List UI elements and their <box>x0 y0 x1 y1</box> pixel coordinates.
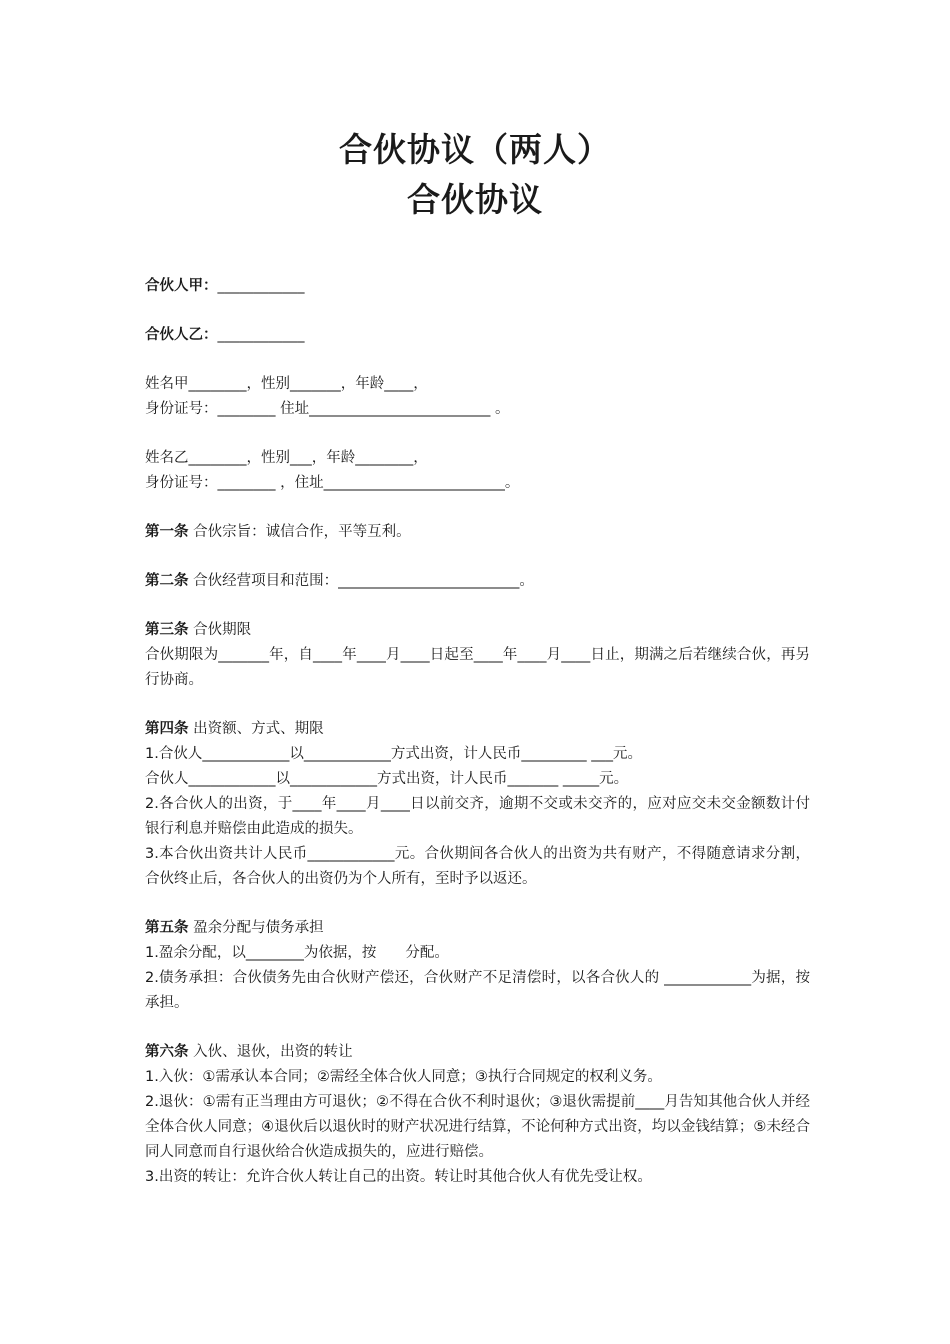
document-body <box>145 274 839 1190</box>
person-a-info-line1: 姓名甲________，性别_______，年龄____， <box>145 376 428 392</box>
article-1 <box>145 520 810 545</box>
article-4-clause-3: 3.本合伙出资共计人民币____________元。合伙期间各合伙人的出资为共有财产，不得随意请求分割，合伙终止后，各合伙人的出资仍为个人所有，至时予以返还。 <box>145 846 810 887</box>
party-b-blank: ____________ <box>217 327 305 343</box>
article-2-text: 合伙经营项目和范围：_________________________。 <box>188 573 534 589</box>
party-b-line <box>145 323 810 348</box>
article-5-title: 盈余分配与债务承担 <box>188 920 324 936</box>
article-3-heading: 第三条 <box>145 622 189 638</box>
article-5-clause-2: 2.债务承担：合伙债务先由合伙财产偿还，合伙财产不足清偿时，以各合伙人的 ____________为据，按 承担。 <box>145 970 839 1011</box>
article-6-clause-1: 1.入伙：①需承认本合同；②需经全体合伙人同意；③执行合同规定的权利义务。 <box>145 1069 662 1085</box>
article-3-title: 合伙期限 <box>188 622 252 638</box>
person-b-info-line1: 姓名乙________，性别___，年龄________， <box>145 450 428 466</box>
article-3-title-line <box>145 618 810 643</box>
article-4-clause-2: 2.各合伙人的出资，于____年____月____日以前交齐，逾期不交或未交齐的，应对应交未交金额数计付银行利息并赔偿由此造成的损失。 <box>145 796 810 837</box>
article-4-heading: 第四条 <box>145 721 189 737</box>
article-3-paragraph: 合伙期限为_______年，自____年____月____日起至____年____月____日止，期满之后若继续合伙，再另行协商。 <box>145 647 810 688</box>
party-b-label: 合伙人乙： <box>145 327 218 343</box>
document-title: 合伙协议（两人） <box>339 130 611 169</box>
article-6-clause-3: 3.出资的转让：允许合伙人转让自己的出资。转让时其他合伙人有优先受让权。 <box>145 1169 652 1185</box>
article-5-title-line <box>145 916 810 941</box>
article-4-clause-1a: 1.合伙人____________以____________方式出资，计人民币_________ ___元。 <box>145 746 642 762</box>
article-6-title-line <box>145 1040 810 1065</box>
article-6-heading: 第六条 <box>145 1044 189 1060</box>
article-2 <box>145 569 810 594</box>
article-4-title: 出资额、方式、期限 <box>188 721 324 737</box>
document-subtitle: 合伙协议 <box>407 180 543 219</box>
party-a-blank: ____________ <box>217 278 305 294</box>
article-2-heading: 第二条 <box>145 573 189 589</box>
article-5-clause-1: 1.盈余分配，以________为依据，按 分配。 <box>145 945 449 961</box>
person-a-info-line2: 身份证号：________ 住址_________________________ 。 <box>145 401 510 417</box>
article-5-heading: 第五条 <box>145 920 189 936</box>
article-4-clause-1b: 合伙人____________以____________方式出资，计人民币_______ _____元。 <box>145 771 629 787</box>
article-6-title: 入伙、退伙，出资的转让 <box>188 1044 353 1060</box>
article-6-clause-2: 2.退伙：①需有正当理由方可退伙；②不得在合伙不利时退伙；③退伙需提前____月告知其他合伙人并经全体合伙人同意；④退伙后以退伙时的财产状况进行结算，不论何种方式出资，均以金钱结算；⑤未经合同人同意而自行退伙给合伙造成损失的，应进行赔偿。 <box>145 1094 810 1160</box>
article-1-text: 合伙宗旨：诚信合作，平等互利。 <box>188 524 411 540</box>
party-a-line <box>145 274 810 299</box>
person-b-info-line2: 身份证号：________ ，住址_________________________。 <box>145 475 520 491</box>
article-4-title-line <box>145 717 810 742</box>
article-1-heading: 第一条 <box>145 524 189 540</box>
party-a-label: 合伙人甲： <box>145 278 218 294</box>
